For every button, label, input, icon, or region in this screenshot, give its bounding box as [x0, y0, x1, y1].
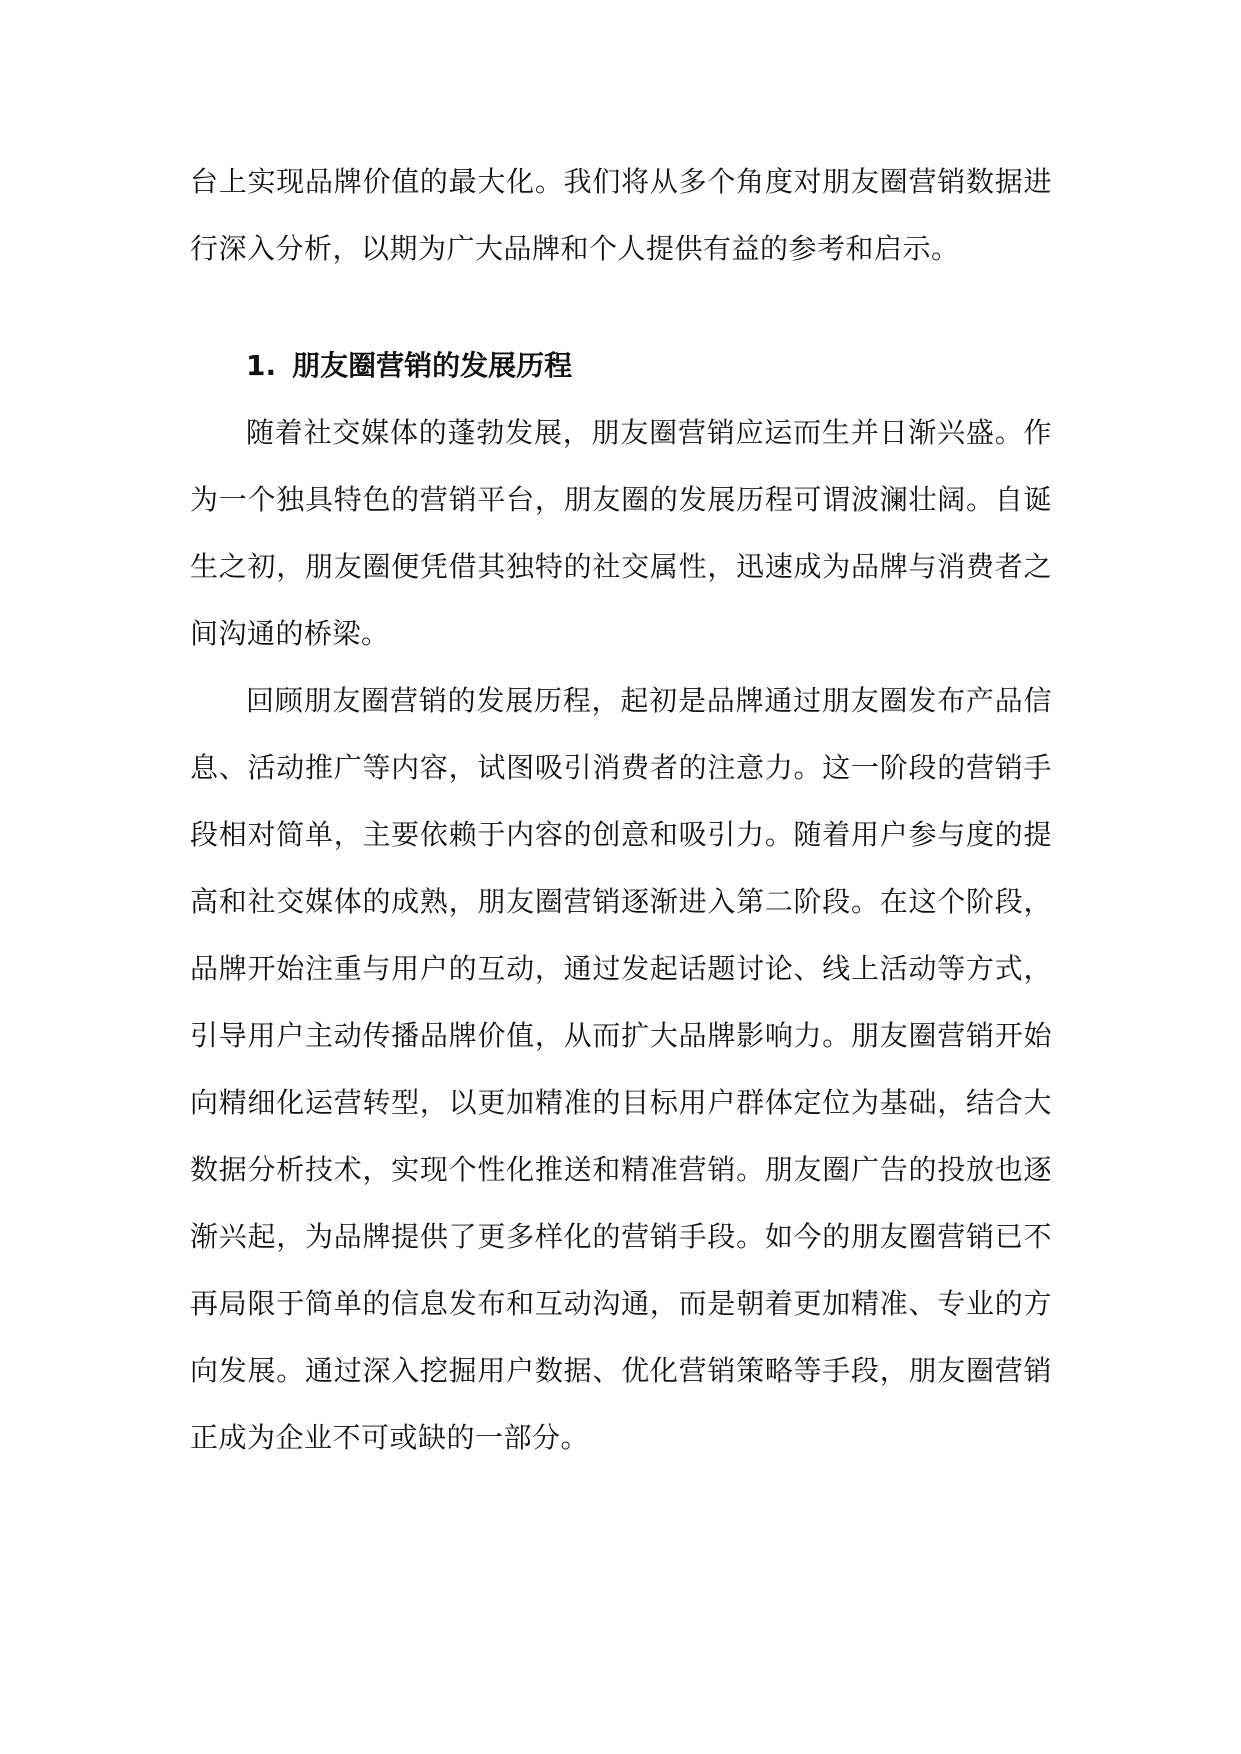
body-paragraph-1: 随着社交媒体的蓬勃发展，朋友圈营销应运而生并日渐兴盛。作为一个独具特色的营销平台，朋友圈的发展历程可谓波澜壮阔。自诞生之初，朋友圈便凭借其独特的社交属性，迅速成为品牌与消费者之间沟通的桥梁。 [190, 416, 1052, 650]
section-number: 1. [246, 349, 277, 382]
body-paragraph-2: 回顾朋友圈营销的发展历程，起初是品牌通过朋友圈发布产品信息、活动推广等内容，试图吸引消费者的注意力。这一阶段的营销手段相对简单，主要依赖于内容的创意和吸引力。随着用户参与度的提高和社交媒体的成熟，朋友圈营销逐渐进入第二阶段。在这个阶段，品牌开始注重与用户的互动，通过发起话题讨论、线上活动等方式，引导用户主动传播品牌价值，从而扩大品牌影响力。朋友圈营销开始向精细化运营转型，以更加精准的目标用户群体定位为基础，结合大数据分析技术，实现个性化推送和精准营销。朋友圈广告的投放也逐渐兴起，为品牌提供了更多样化的营销手段。如今的朋友圈营销已不再局限于简单的信息发布和互动沟通，而是朝着更加精准、专业的方向发展。通过深入挖掘用户数据、优化营销策略等手段，朋友圈营销正成为企业不可或缺的一部分。 [190, 684, 1052, 1454]
section-heading [190, 332, 1052, 399]
section-title: 朋友圈营销的发展历程 [292, 349, 573, 382]
intro-paragraph: 台上实现品牌价值的最大化。我们将从多个角度对朋友圈营销数据进行深入分析，以期为广大品牌和个人提供有益的参考和启示。 [190, 165, 1052, 265]
document-page [190, 148, 1052, 1471]
